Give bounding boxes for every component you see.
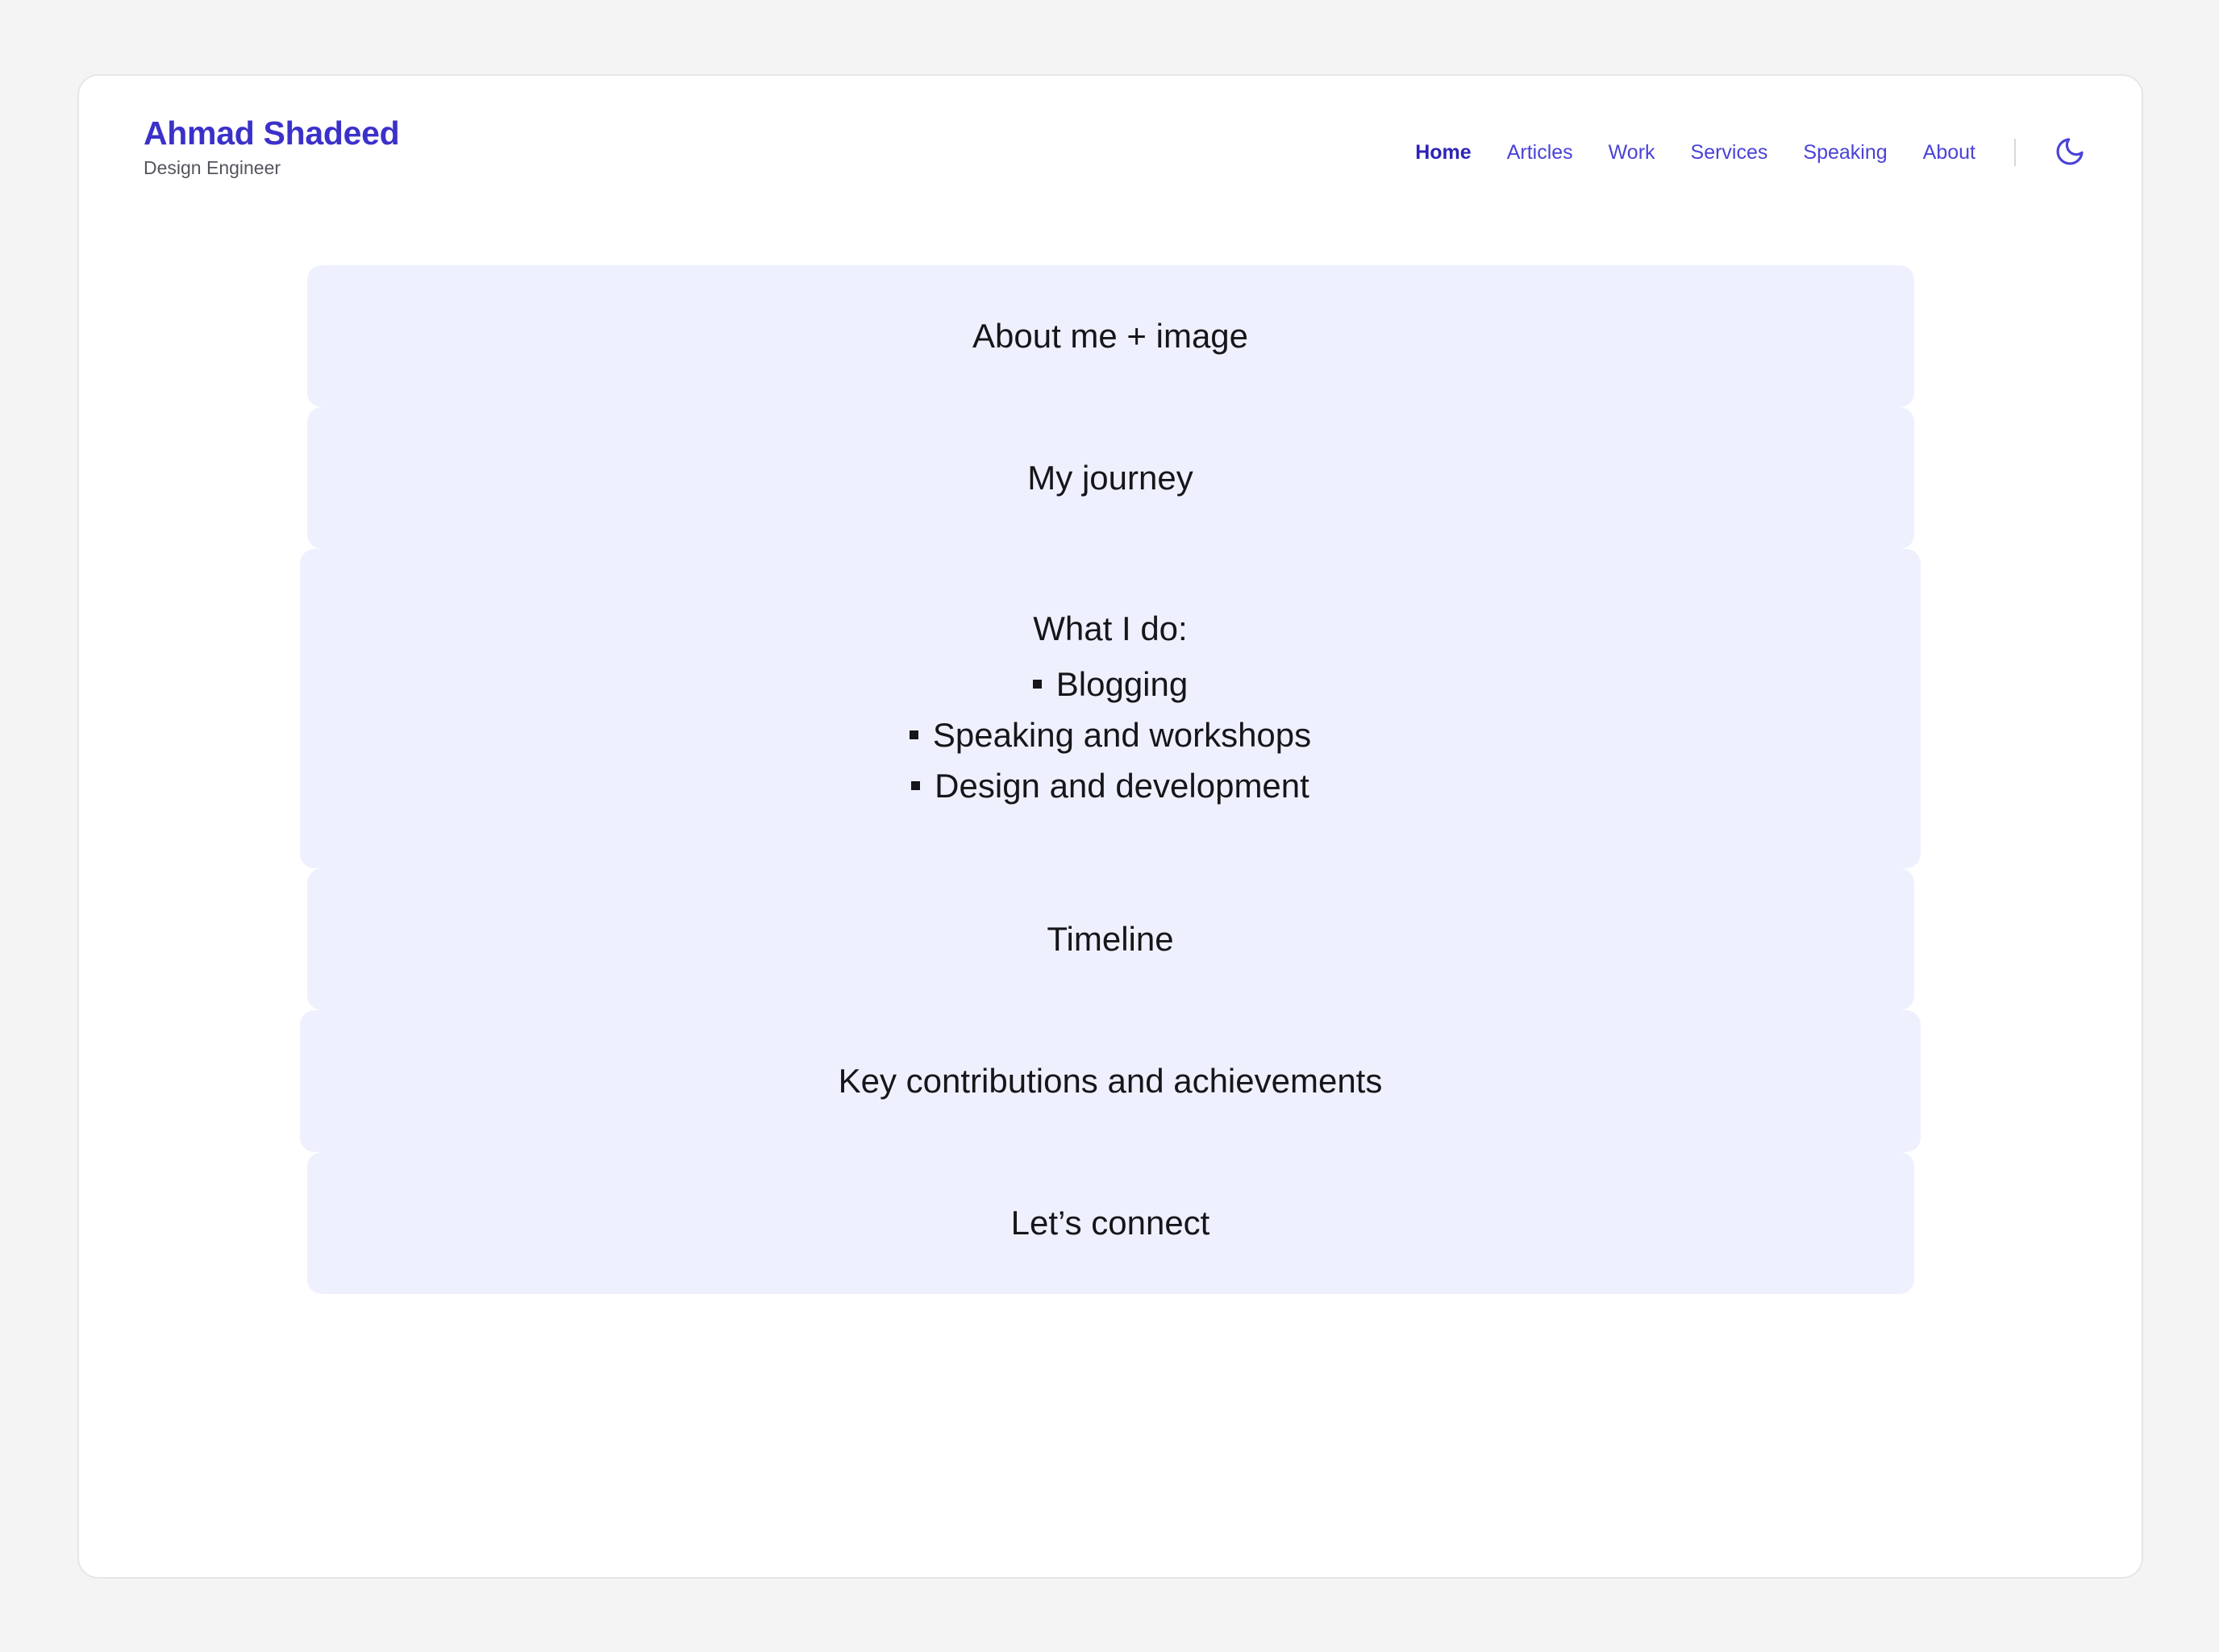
nav-link-work[interactable]: Work xyxy=(1608,140,1655,164)
list-item xyxy=(910,709,1311,760)
nav-link-articles[interactable]: Articles xyxy=(1506,140,1573,164)
site-header xyxy=(79,76,2142,180)
block-key-contributions[interactable] xyxy=(300,1010,1921,1152)
square-bullet-icon xyxy=(911,781,920,790)
brand[interactable] xyxy=(144,114,399,180)
nav-item-articles[interactable] xyxy=(1507,141,1573,164)
block-lets-connect[interactable] xyxy=(307,1152,1914,1294)
nav-link-speaking[interactable]: Speaking xyxy=(1803,140,1888,164)
block-about-me[interactable] xyxy=(307,265,1914,407)
moon-icon xyxy=(2054,135,2086,170)
block-timeline[interactable] xyxy=(307,868,1914,1010)
what-i-do-item-label: Design and development xyxy=(935,766,1309,805)
nav-link-about[interactable]: About xyxy=(1922,140,1975,164)
nav-item-services[interactable] xyxy=(1691,141,1768,164)
what-i-do-item-label: Blogging xyxy=(1055,664,1189,703)
nav-item-about[interactable] xyxy=(1923,141,1975,164)
block-my-journey-label: My journey xyxy=(1027,459,1193,497)
nav-item-speaking[interactable] xyxy=(1803,141,1887,164)
nav-item-work[interactable] xyxy=(1609,141,1655,164)
square-bullet-icon xyxy=(1033,680,1042,689)
brand-name: Ahmad Shadeed xyxy=(144,114,400,152)
nav-item-home[interactable] xyxy=(1415,141,1471,164)
block-key-contributions-label: Key contributions and achievements xyxy=(838,1062,1383,1101)
list-item xyxy=(911,760,1309,811)
what-i-do-title: What I do: xyxy=(1033,609,1188,647)
theme-toggle-button[interactable] xyxy=(2050,132,2090,173)
what-i-do-list xyxy=(910,659,1311,811)
what-i-do-item-label: Speaking and workshops xyxy=(932,715,1312,754)
block-my-journey[interactable] xyxy=(307,407,1914,549)
page-content xyxy=(79,265,2142,1294)
nav-link-services[interactable]: Services xyxy=(1690,140,1768,164)
nav-link-home[interactable]: Home xyxy=(1415,140,1472,164)
square-bullet-icon xyxy=(910,730,918,739)
nav-area xyxy=(1415,132,2090,173)
browser-page-frame xyxy=(77,74,2143,1579)
block-lets-connect-label: Let’s connect xyxy=(1010,1204,1210,1242)
block-what-i-do[interactable] xyxy=(300,549,1921,868)
block-about-me-label: About me + image xyxy=(972,317,1249,356)
list-item xyxy=(1033,659,1188,709)
block-timeline-label: Timeline xyxy=(1047,920,1174,959)
main-nav xyxy=(1415,141,1975,164)
brand-role: Design Engineer xyxy=(144,157,281,179)
nav-divider xyxy=(2014,139,2016,166)
